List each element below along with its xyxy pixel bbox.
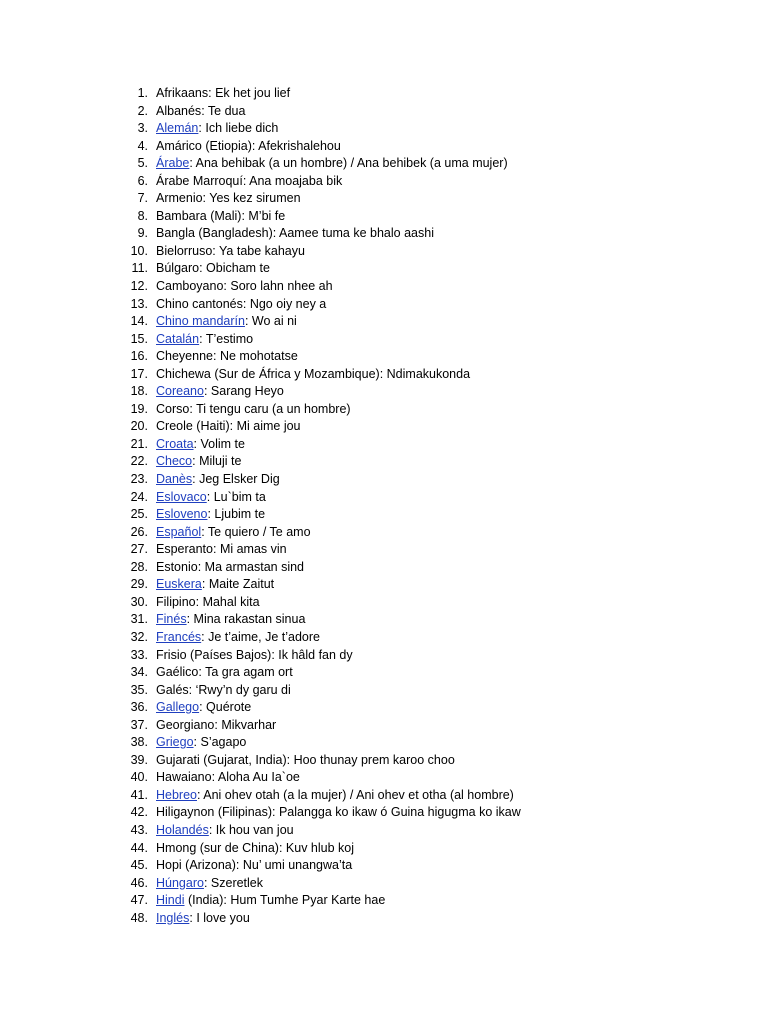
list-item — [0, 453, 768, 471]
list-item — [0, 120, 768, 138]
item-number: 16. — [130, 349, 148, 364]
separator: : — [201, 577, 209, 592]
separator: : — [214, 717, 222, 732]
list-item — [0, 331, 768, 349]
separator: : — [235, 858, 243, 873]
love-phrase: Obicham te — [206, 261, 270, 276]
list-item — [0, 594, 768, 612]
love-phrase: Kuv hlub koj — [285, 840, 355, 855]
language-name: Hiligaynon (Filipinas) — [156, 805, 273, 820]
separator: : — [199, 700, 207, 715]
item-number: 45. — [130, 858, 148, 873]
separator: : — [201, 524, 208, 539]
item-number: 22. — [130, 454, 148, 469]
language-name: Chino cantonés — [156, 296, 243, 311]
separator: : — [206, 489, 214, 504]
love-phrase: Ma armastan sind — [204, 559, 305, 574]
separator: : — [192, 472, 200, 487]
separator: : — [193, 735, 201, 750]
item-text — [156, 699, 251, 717]
item-number: 47. — [130, 893, 148, 908]
item-number: 20. — [130, 419, 148, 434]
separator: : — [189, 401, 197, 416]
separator: : — [198, 121, 206, 136]
love-phrase: Palangga ko ikaw ó Guina higugma ko ikaw — [278, 805, 521, 820]
love-phrase: Miluji te — [199, 454, 242, 469]
list-item — [0, 892, 768, 910]
item-text — [156, 734, 246, 752]
item-number: 1. — [137, 86, 148, 100]
item-number: 23. — [130, 472, 148, 487]
list-item — [0, 103, 768, 121]
language-name: Estonio — [156, 559, 198, 574]
list-item — [0, 541, 768, 559]
love-phrase: Hoo thunay prem karoo choo — [293, 752, 455, 767]
list-item — [0, 313, 768, 331]
list-item — [0, 225, 768, 243]
love-phrase: Ich liebe dich — [205, 121, 279, 136]
item-number: 14. — [130, 314, 148, 329]
item-number: 36. — [130, 700, 148, 715]
language-name: Creole (Haiti) — [156, 419, 230, 434]
separator: : — [188, 682, 196, 697]
language-name: Albanés — [156, 103, 202, 118]
item-text — [156, 243, 305, 261]
language-link[interactable]: Chino mandarín — [156, 314, 245, 329]
list-item — [0, 138, 768, 156]
item-number: 35. — [130, 682, 148, 697]
item-text — [156, 190, 301, 208]
item-text — [156, 857, 352, 875]
love-phrase: Lu`bim ta — [213, 489, 266, 504]
item-text — [156, 559, 304, 577]
love-phrase: Je t’aime, Je t’adore — [208, 629, 320, 644]
item-text — [156, 524, 311, 542]
item-text — [156, 418, 301, 436]
item-number: 12. — [130, 279, 148, 294]
item-number: 33. — [130, 647, 148, 662]
item-number: 11. — [131, 261, 148, 276]
love-phrase: Wo ai ni — [251, 314, 297, 329]
language-link[interactable]: Checo — [156, 454, 193, 469]
item-text — [156, 331, 253, 349]
separator: : — [197, 559, 205, 574]
item-number: 46. — [130, 875, 148, 890]
love-phrase: Ik hâld fan dy — [278, 647, 353, 662]
love-phrase: I love you — [196, 910, 250, 925]
item-number: 39. — [130, 752, 148, 767]
language-name: Corso — [156, 401, 190, 416]
language-name: Chichewa (Sur de África y Mozambique) — [156, 366, 380, 381]
separator: : — [212, 542, 220, 557]
list-item — [0, 524, 768, 542]
separator: : — [203, 384, 211, 399]
language-name: Galés — [156, 682, 189, 697]
list-item — [0, 296, 768, 314]
separator: : — [242, 296, 250, 311]
item-text — [156, 822, 294, 840]
love-phrase: Ngo oiy ney a — [249, 296, 327, 311]
item-text — [156, 875, 263, 893]
item-number: 3. — [137, 121, 148, 136]
item-number: 37. — [130, 717, 148, 732]
item-text — [156, 120, 278, 138]
language-link[interactable]: Hindi — [156, 893, 185, 908]
item-number: 48. — [130, 910, 148, 925]
love-phrase: Soro lahn nhee ah — [230, 279, 333, 294]
item-number: 26. — [130, 524, 148, 539]
language-name: Hopi (Arizona) — [156, 858, 236, 873]
item-text — [156, 594, 260, 612]
language-link[interactable]: Danès — [156, 472, 193, 487]
language-name: Árabe Marroquí — [156, 173, 243, 188]
item-number: 34. — [130, 665, 148, 680]
list-item — [0, 278, 768, 296]
list-item — [0, 208, 768, 226]
item-text — [156, 383, 284, 401]
list-item — [0, 383, 768, 401]
separator: : — [213, 349, 220, 364]
love-phrase: Mi aime jou — [236, 419, 301, 434]
language-name: Georgiano — [156, 717, 215, 732]
list-item — [0, 752, 768, 770]
separator: : — [242, 173, 250, 188]
list-item — [0, 787, 768, 805]
love-phrase: Yes kez sirumen — [209, 191, 301, 206]
language-link[interactable]: Esloveno — [156, 507, 208, 522]
list-item — [0, 260, 768, 278]
separator: : — [195, 594, 203, 609]
item-text — [156, 225, 434, 243]
item-text — [156, 629, 320, 647]
item-text — [156, 804, 521, 822]
language-name: Armenio — [156, 191, 203, 206]
item-text — [156, 576, 274, 594]
love-phrase: Te quiero / Te amo — [207, 524, 311, 539]
list-item — [0, 471, 768, 489]
language-name: Bielorruso — [156, 243, 213, 258]
language-link[interactable]: Holandés — [156, 822, 209, 837]
list-item — [0, 647, 768, 665]
love-phrase: Jeg Elsker Dig — [199, 472, 280, 487]
item-text — [156, 85, 290, 103]
item-number: 7. — [137, 191, 148, 206]
item-text — [156, 296, 326, 314]
item-text — [156, 769, 300, 787]
list-item — [0, 418, 768, 436]
love-phrase: Ti tengu caru (a un hombre) — [196, 401, 351, 416]
separator: : — [193, 436, 201, 451]
love-phrase: Maite Zaitut — [208, 577, 275, 592]
separator: : — [278, 840, 286, 855]
language-link[interactable]: Húngaro — [156, 875, 204, 890]
language-name: Camboyano — [156, 279, 224, 294]
list-item — [0, 822, 768, 840]
item-text — [156, 313, 297, 331]
list-item — [0, 857, 768, 875]
item-text — [156, 752, 455, 770]
item-number: 32. — [130, 629, 148, 644]
item-number: 2. — [137, 103, 148, 118]
item-number: 24. — [130, 489, 148, 504]
love-phrase: Ta gra agam ort — [205, 665, 293, 680]
separator: : — [271, 647, 279, 662]
list-item — [0, 401, 768, 419]
language-link[interactable]: Alemán — [156, 121, 199, 136]
language-name: Gujarati (Gujarat, India) — [156, 752, 287, 767]
item-number: 42. — [130, 805, 148, 820]
love-phrase: Aamee tuma ke bhalo aashi — [279, 226, 434, 241]
language-link[interactable]: Finés — [156, 612, 187, 627]
love-phrase: Te dua — [207, 103, 246, 118]
list-item — [0, 629, 768, 647]
separator: : — [189, 156, 196, 171]
love-phrase: Mina rakastan sinua — [193, 612, 306, 627]
list-item — [0, 85, 768, 103]
list-item — [0, 734, 768, 752]
item-number: 38. — [130, 735, 148, 750]
language-name: Filipino — [156, 594, 196, 609]
separator: : — [199, 261, 207, 276]
item-text — [156, 138, 341, 156]
item-text — [156, 366, 470, 384]
item-text — [156, 910, 250, 928]
list-item — [0, 699, 768, 717]
separator: : — [379, 366, 387, 381]
language-name: Gaélico — [156, 665, 199, 680]
item-text — [156, 260, 270, 278]
language-link[interactable]: Árabe — [156, 156, 190, 171]
item-number: 13. — [130, 296, 148, 311]
item-text — [156, 489, 266, 507]
separator: : — [286, 752, 294, 767]
separator: : — [212, 243, 220, 258]
item-text — [156, 506, 265, 524]
language-link[interactable]: Griego — [156, 735, 194, 750]
separator: (India): — [184, 893, 231, 908]
list-item — [0, 173, 768, 191]
list-item — [0, 804, 768, 822]
love-phrase: Sarang Heyo — [210, 384, 284, 399]
language-link[interactable]: Euskera — [156, 577, 202, 592]
item-number: 17. — [130, 366, 148, 381]
love-phrase: Ani ohev otah (a la mujer) / Ani ohev et otha (al hombre) — [203, 787, 514, 802]
item-text — [156, 717, 276, 735]
list-item — [0, 243, 768, 261]
love-phrase: Ana moajaba bik — [249, 173, 343, 188]
separator: : — [208, 822, 216, 837]
separator: : — [198, 665, 206, 680]
separator: : — [199, 331, 206, 346]
item-number: 4. — [137, 138, 148, 153]
item-text — [156, 541, 287, 559]
item-number: 29. — [130, 577, 148, 592]
language-name: Hawaiano — [156, 770, 212, 785]
item-text — [156, 647, 353, 665]
language-link[interactable]: Catalán — [156, 331, 200, 346]
separator: : — [207, 507, 215, 522]
separator: : — [272, 805, 279, 820]
item-number: 30. — [130, 594, 148, 609]
item-text — [156, 436, 245, 454]
item-number: 25. — [130, 507, 148, 522]
love-phrase: Mikvarhar — [221, 717, 277, 732]
item-text — [156, 787, 514, 805]
list-item — [0, 559, 768, 577]
list-item — [0, 489, 768, 507]
item-text — [156, 453, 241, 471]
separator: : — [203, 875, 211, 890]
item-text — [156, 208, 285, 226]
language-name: Esperanto — [156, 542, 213, 557]
love-phrase: Ana behibak (a un hombre) / Ana behibek (a uma mujer) — [195, 156, 508, 171]
item-number: 10. — [130, 243, 148, 258]
love-phrase: Ik hou van jou — [215, 822, 294, 837]
love-phrase: Aloha Au Ia`oe — [217, 770, 300, 785]
list-item — [0, 611, 768, 629]
love-phrase: Afekrishalehou — [258, 138, 341, 153]
list-item — [0, 682, 768, 700]
language-link[interactable]: Coreano — [156, 384, 204, 399]
language-name: Bangla (Bangladesh) — [156, 226, 273, 241]
love-phrase: Volim te — [200, 436, 245, 451]
list-item — [0, 717, 768, 735]
separator: : — [251, 138, 259, 153]
language-name: Frisio (Países Bajos) — [156, 647, 272, 662]
separator: : — [197, 787, 204, 802]
love-phrase: Ek het jou lief — [215, 86, 291, 100]
separator: : — [272, 226, 280, 241]
language-link[interactable]: Gallego — [156, 700, 200, 715]
item-number: 6. — [137, 173, 148, 188]
language-name: Afrikaans — [156, 86, 209, 100]
item-text — [156, 401, 351, 419]
separator: : — [202, 191, 210, 206]
item-number: 5. — [137, 156, 148, 171]
item-number: 31. — [130, 612, 148, 627]
item-number: 41. — [130, 787, 148, 802]
item-number: 27. — [130, 542, 148, 557]
love-phrase: Nu’ umi unangwa’ta — [242, 858, 353, 873]
item-text — [156, 611, 305, 629]
list-item — [0, 910, 768, 928]
love-phrase: Hum Tumhe Pyar Karte hae — [230, 893, 386, 908]
list-item — [0, 155, 768, 173]
list-item — [0, 840, 768, 858]
item-number: 21. — [130, 436, 148, 451]
list-item — [0, 769, 768, 787]
language-name: Búlgaro — [156, 261, 200, 276]
separator: : — [186, 612, 194, 627]
separator: : — [241, 208, 249, 223]
item-number: 44. — [130, 840, 148, 855]
love-phrase: Ne mohotatse — [219, 349, 298, 364]
item-text — [156, 173, 342, 191]
love-phrase: ‘Rwy’n dy garu di — [195, 682, 291, 697]
item-text — [156, 664, 293, 682]
separator: : — [229, 419, 237, 434]
separator: : — [223, 279, 231, 294]
item-text — [156, 103, 245, 121]
separator: : — [208, 86, 216, 100]
item-text — [156, 840, 354, 858]
item-number: 9. — [137, 226, 148, 241]
item-text — [156, 471, 280, 489]
language-name: Amárico (Etiopia) — [156, 138, 252, 153]
item-number: 28. — [130, 559, 148, 574]
list-item — [0, 875, 768, 893]
item-text — [156, 278, 333, 296]
love-phrase: M’bi fe — [248, 208, 286, 223]
love-phrase: Quérote — [206, 700, 252, 715]
language-link[interactable]: Eslovaco — [156, 489, 207, 504]
love-phrase: Mi amas vin — [219, 542, 287, 557]
list-item — [0, 506, 768, 524]
list-item — [0, 348, 768, 366]
love-phrase: Ya tabe kahayu — [219, 243, 305, 258]
item-text — [156, 348, 298, 366]
item-number: 8. — [137, 208, 148, 223]
language-link[interactable]: Inglés — [156, 910, 190, 925]
list-item — [0, 190, 768, 208]
item-text — [156, 892, 385, 910]
list-item — [0, 436, 768, 454]
item-number: 18. — [130, 384, 148, 399]
language-list — [0, 85, 768, 927]
item-text — [156, 155, 508, 173]
list-item — [0, 366, 768, 384]
love-phrase: Ndimakukonda — [386, 366, 471, 381]
item-number: 19. — [130, 401, 148, 416]
language-link[interactable]: Español — [156, 524, 202, 539]
love-phrase: T’estimo — [205, 331, 254, 346]
love-phrase: S’agapo — [200, 735, 247, 750]
language-link[interactable]: Croata — [156, 436, 194, 451]
list-item — [0, 576, 768, 594]
separator: : — [201, 103, 208, 118]
love-phrase: Ljubim te — [214, 507, 266, 522]
language-link[interactable]: Hebreo — [156, 787, 197, 802]
separator: : — [211, 770, 218, 785]
language-name: Bambara (Mali) — [156, 208, 242, 223]
language-link[interactable]: Francés — [156, 629, 202, 644]
love-phrase: Mahal kita — [202, 594, 260, 609]
item-number: 40. — [130, 770, 148, 785]
language-name: Cheyenne — [156, 349, 213, 364]
language-name: Hmong (sur de China) — [156, 840, 279, 855]
separator: : — [192, 454, 200, 469]
separator: : — [189, 910, 197, 925]
item-number: 43. — [130, 822, 148, 837]
separator: : — [201, 629, 209, 644]
item-text — [156, 682, 291, 700]
love-phrase: Szeretlek — [210, 875, 264, 890]
item-number: 15. — [130, 331, 148, 346]
separator: : — [244, 314, 252, 329]
list-item — [0, 664, 768, 682]
